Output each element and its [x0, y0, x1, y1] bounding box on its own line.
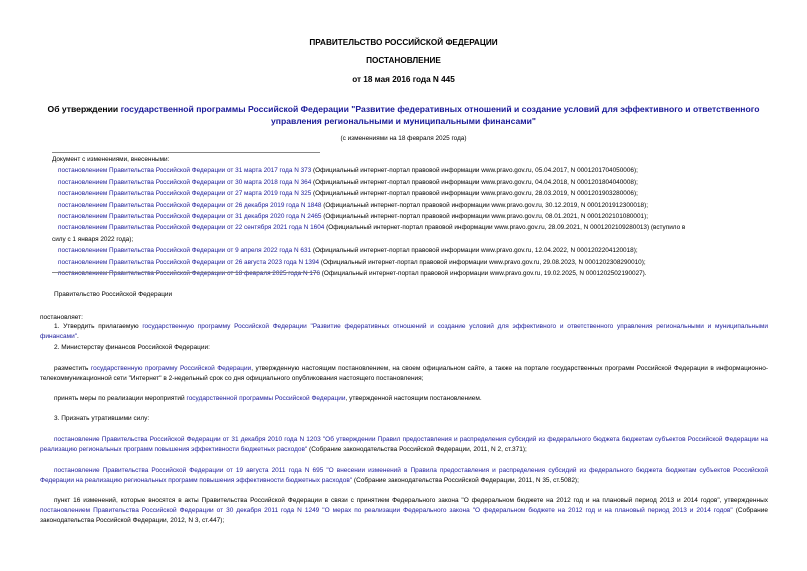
- change-item: [52, 165, 767, 176]
- document-title: [40, 103, 767, 127]
- paragraph-3c-text: пункт 16 изменений, которые вносятся в акты Правительства Российской Федерации в связи с принятием Федерального закона "О федеральном бюджете на 2012 год и на плановый период 2013 и 2014 годов", утвержденных: [54, 497, 768, 504]
- change-source: (Официальный интернет-портал правовой информации www.pravo.gov.ru, 29.08.2023, N 0001202308290010);: [319, 258, 646, 266]
- repealed-act-link[interactable]: постановление Правительства Российской Федерации от 19 августа 2011 года N 695 "О внесении изменений в Правила предоставления и распределения субсидий из федерального бюджета бюджетам субъектов Российской Федерации на реализацию региональных программ повышения эффективности бюджетных расходов": [40, 467, 768, 485]
- change-source: (Официальный интернет-портал правовой информации www.pravo.gov.ru, 12.04.2022, N 0001202204120018);: [311, 247, 638, 255]
- change-item: [52, 177, 767, 188]
- program-link[interactable]: государственной программы Российской Федерации: [186, 395, 346, 402]
- paragraph-2b-text: принять меры по реализации мероприятий: [54, 395, 187, 402]
- paragraph-3b: [40, 466, 768, 486]
- document-date-number: от 18 мая 2016 года N 445: [352, 75, 455, 84]
- change-item-continuation: силу с 1 января 2022 года);: [52, 235, 134, 243]
- change-source: (Официальный интернет-портал правовой информации www.pravo.gov.ru, 28.09.2021, N 0001202109280013) (вступило в: [324, 224, 686, 232]
- title-prefix: Об утверждении: [47, 104, 121, 114]
- change-item: [52, 268, 767, 279]
- paragraph-3a-source: (Собрание законодательства Российской Федерации, 2011, N 2, ст.371);: [307, 446, 527, 454]
- paragraph-2a-text: разместить: [54, 365, 91, 372]
- paragraph-3c: [40, 496, 768, 527]
- paragraph-1-text: 1. Утвердить прилагаемую: [54, 323, 143, 330]
- repealed-act-link[interactable]: постановлением Правительства Российской Федерации от 30 декабря 2011 года N 1249 "О мерах по реализации Федерального закона "О федеральном бюджете на 2012 год и на плановый период 2013 и 2014 годов": [40, 507, 733, 515]
- paragraph-2: 2. Министерству финансов Российской Федерации:: [54, 344, 210, 351]
- document-type-heading: ПОСТАНОВЛЕНИЕ: [366, 56, 441, 65]
- change-link[interactable]: постановлением Правительства Российской Федерации от 30 марта 2018 года N 364: [58, 178, 312, 186]
- title-program-link[interactable]: государственной программы Российской Федерации "Развитие федеративных отношений и создание условий для эффективного и ответственного управления региональными и муниципальными финансами": [120, 104, 760, 126]
- change-item: [52, 188, 767, 199]
- changes-top-divider: [52, 152, 320, 153]
- changes-bottom-divider: [52, 272, 320, 273]
- change-source: (Официальный интернет-портал правовой информации www.pravo.gov.ru, 28.03.2019, N 0001201903280006);: [311, 190, 638, 198]
- changes-intro: Документ с изменениями, внесенными:: [52, 156, 170, 163]
- edited-note: (с изменениями на 18 февраля 2025 года): [340, 135, 467, 142]
- government-label: Правительство Российской Федерации: [54, 291, 173, 298]
- paragraph-1: [40, 322, 768, 342]
- change-link[interactable]: постановлением Правительства Российской Федерации от 26 августа 2023 года N 1394: [58, 258, 320, 266]
- paragraph-2b: [54, 394, 782, 404]
- change-link[interactable]: постановлением Правительства Российской Федерации от 31 марта 2017 года N 373: [58, 167, 312, 175]
- change-source: (Официальный интернет-портал правовой информации www.pravo.gov.ru, 19.02.2025, N 0001202502190027).: [320, 270, 647, 278]
- change-link[interactable]: постановлением Правительства Российской Федерации от 31 декабря 2020 года N 2465: [58, 213, 322, 221]
- change-source: (Официальный интернет-портал правовой информации www.pravo.gov.ru, 04.04.2018, N 0001201804040008);: [311, 178, 638, 186]
- change-source: (Официальный интернет-портал правовой информации www.pravo.gov.ru, 08.01.2021, N 0001202101080001);: [321, 213, 649, 221]
- change-source: (Официальный интернет-портал правовой информации www.pravo.gov.ru, 05.04.2017, N 0001201704050006);: [311, 167, 638, 175]
- change-item: [52, 245, 767, 256]
- change-source: (Официальный интернет-портал правовой информации www.pravo.gov.ru, 30.12.2019, N 0001201912300018);: [321, 201, 649, 209]
- program-link[interactable]: государственную программу Российской Федерации: [90, 365, 252, 372]
- change-item: [52, 257, 767, 268]
- change-link[interactable]: постановлением Правительства Российской Федерации от 26 декабря 2019 года N 1848: [58, 201, 322, 209]
- paragraph-3a: [40, 435, 768, 455]
- paragraph-2a-rest: , утвержденную настоящим постановлением, на своем официальном сайте, а также на портале государственных программ Российской Федерации в информационно-телекоммуникационной сети "Интернет" в 2-недельный срок со дня официального опубликования настоящего постановления;: [40, 365, 769, 383]
- paragraph-1-end: .: [77, 333, 79, 341]
- change-link[interactable]: постановлением Правительства Российской Федерации от 9 апреля 2022 года N 631: [58, 247, 312, 255]
- paragraph-3: 3. Признать утратившими силу:: [54, 415, 150, 422]
- government-heading: ПРАВИТЕЛЬСТВО РОССИЙСКОЙ ФЕДЕРАЦИИ: [309, 38, 498, 47]
- change-link[interactable]: постановлением Правительства Российской Федерации от 22 сентября 2021 года N 1604: [58, 224, 325, 232]
- change-item: [52, 211, 767, 222]
- changes-block: [52, 154, 767, 279]
- paragraph-2a: [40, 364, 768, 384]
- paragraph-2b-rest: , утвержденной настоящим постановлением.: [345, 395, 482, 402]
- change-link[interactable]: постановлением Правительства Российской Федерации от 18 февраля 2025 года N 176: [58, 270, 321, 278]
- program-link[interactable]: государственную программу Российской Федерации "Развитие федеративных отношений и создание условий для эффективного и ответственного управления региональными и муниципальными финансами": [40, 323, 768, 341]
- change-link[interactable]: постановлением Правительства Российской Федерации от 27 марта 2019 года N 325: [58, 190, 312, 198]
- change-item: [52, 222, 767, 233]
- decides-label: постановляет:: [40, 314, 83, 321]
- paragraph-3b-source: (Собрание законодательства Российской Федерации, 2011, N 35, ст.5082);: [352, 477, 579, 485]
- change-item: [52, 200, 767, 211]
- repealed-act-link[interactable]: постановление Правительства Российской Федерации от 31 декабря 2010 года N 1203 "Об утверждении Правил предоставления и распределения субсидий из федерального бюджета бюджетам субъектов Российской Федерации на реализацию региональных программ повышения эффективности бюджетных расходов": [40, 436, 768, 454]
- paragraph-3c-source: (Собрание законодательства Российской Федерации, 2012, N 3, ст.447);: [40, 507, 769, 525]
